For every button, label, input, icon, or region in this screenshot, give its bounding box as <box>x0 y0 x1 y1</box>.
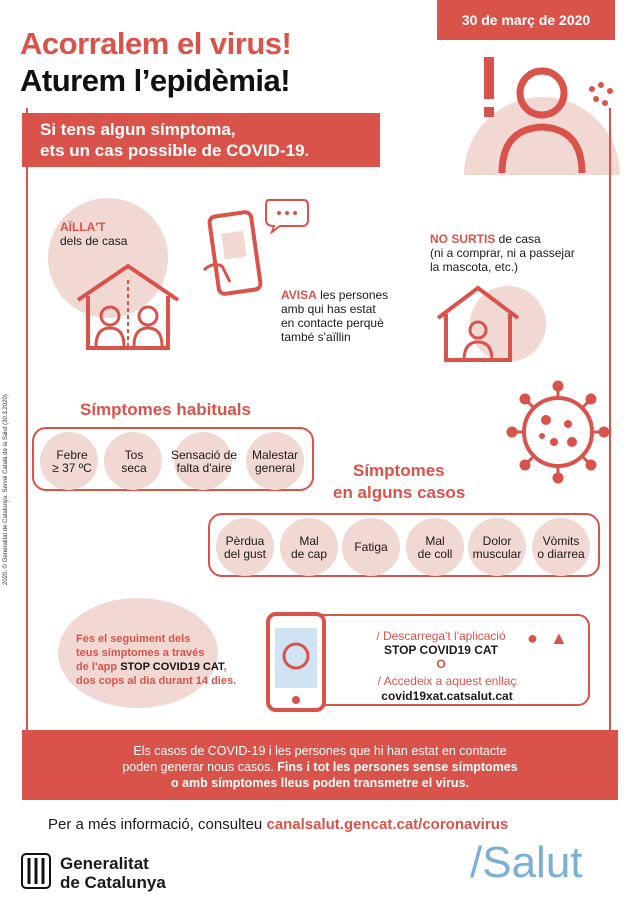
some-symptoms-title-l1: Símptomes <box>353 461 445 480</box>
band-l3: o amb símptomes lleus poden transmetre el virus. <box>170 776 469 790</box>
symptom-dry-cough: Tos seca <box>121 448 147 475</box>
symptom-banner <box>22 113 380 167</box>
symptom-taste: Pèrdua del gust <box>223 534 267 561</box>
app-download-label: / Descarrega't l'aplicació <box>376 629 506 643</box>
virus-icon <box>506 380 610 484</box>
symptom-muscle: Dolor muscular <box>472 534 522 561</box>
symptom-malaise: Malestar general <box>251 448 298 475</box>
house-family-icon <box>74 260 182 352</box>
android-icon[interactable]: ▲ <box>550 628 568 648</box>
stay-text <box>430 232 575 274</box>
generalitat-logo-icon <box>20 852 52 892</box>
apple-icon[interactable]: ● <box>527 628 538 648</box>
phone-app-icon <box>266 612 326 712</box>
stay-line2: (ni a comprar, ni a passejar <box>430 246 575 260</box>
symptom-sore-throat: Mal de coll <box>417 534 453 561</box>
notify-text <box>281 288 388 344</box>
title-line1: Acorralem el virus! <box>20 26 292 61</box>
follow-text <box>76 632 236 688</box>
isolate-strong: AÏLLA'T <box>60 220 106 234</box>
app-or: O <box>436 657 446 671</box>
stay-strong: NO SURTIS <box>430 232 496 246</box>
banner-line1: Si tens algun símptoma, <box>40 120 236 139</box>
house-person-icon <box>436 280 546 364</box>
gov-l2: de Catalunya <box>60 873 166 892</box>
app-access-label: / Accedeix a aquest enllaç <box>377 674 517 688</box>
band-l2b: Fins i tot les persones sense símptomes <box>277 760 518 774</box>
symptom-breath: Sensació de falta d'aire <box>170 448 238 475</box>
band-l1: Els casos de COVID-19 i les persones que hi han estat en contacte <box>133 744 507 758</box>
date-badge <box>437 0 615 40</box>
salut-logo: /Salut <box>470 838 583 887</box>
more-info <box>48 816 508 833</box>
gov-l1: Generalitat <box>60 854 149 873</box>
date-text: 30 de març de 2020 <box>461 12 591 28</box>
notify-line4: també s'aïllin <box>281 330 351 344</box>
symptom-vomit: Vòmits o diarrea <box>537 534 585 561</box>
notify-line3: en contacte perquè <box>281 316 384 330</box>
notify-line2: amb qui has estat <box>281 302 376 316</box>
follow-l2: teus símptomes a través <box>76 647 205 659</box>
app-download[interactable] <box>356 629 526 671</box>
follow-l4: dos cops al dia durant 14 dies. <box>76 675 237 687</box>
usual-symptoms-box <box>32 427 314 491</box>
app-url[interactable]: covid19xat.catsalut.cat <box>381 689 513 703</box>
notify-strong: AVISA <box>281 288 317 302</box>
warning-band <box>22 730 618 800</box>
band-l2a: poden generar nous casos. <box>122 760 278 774</box>
symptom-fever: Febre ≥ 37 ºC <box>52 448 92 475</box>
more-link[interactable]: canalsalut.gencat.cat/coronavirus <box>266 816 509 833</box>
generalitat-name <box>60 854 166 892</box>
app-download-name: STOP COVID19 CAT <box>383 643 499 657</box>
some-symptoms-box <box>208 513 600 577</box>
follow-l3a: de l'app <box>76 661 121 673</box>
follow-l3c: , <box>223 661 227 673</box>
stay-rest: de casa <box>495 232 541 246</box>
symptom-fatigue: Fatiga <box>354 540 388 554</box>
follow-l1: Fes el seguiment dels <box>76 633 191 645</box>
app-link[interactable] <box>362 674 532 704</box>
more-text: Per a més informació, consulteu <box>48 816 267 833</box>
title-line2: Aturem l’epidèmia! <box>20 63 291 98</box>
credit-text: 2020. © Generalitat de Catalunya. Servei Català de la Salut (30.3.2020) <box>3 394 9 585</box>
follow-app-name: STOP COVID19 CAT <box>120 661 224 673</box>
isolate-rest: dels de casa <box>60 234 128 248</box>
symptom-headache: Mal de cap <box>290 534 328 561</box>
banner-line2: ets un cas possible de COVID-19. <box>40 141 310 160</box>
usual-symptoms-title: Símptomes habituals <box>80 400 251 419</box>
stay-line3: la mascota, etc.) <box>430 260 519 274</box>
isolate-text <box>60 220 127 248</box>
some-symptoms-title-l2: en alguns casos <box>333 483 466 502</box>
notify-rest: les persones <box>316 288 389 302</box>
